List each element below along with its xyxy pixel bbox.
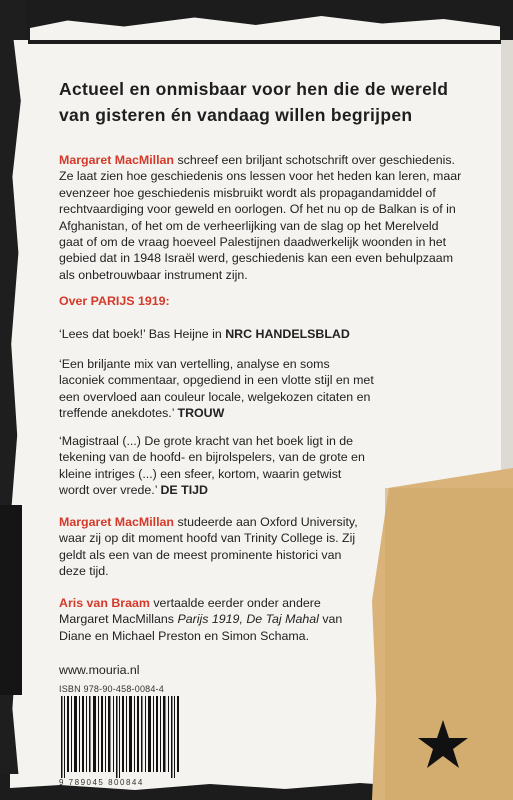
author-bio bbox=[59, 514, 369, 580]
quote-nrc bbox=[59, 326, 389, 342]
star-icon bbox=[416, 718, 470, 770]
intro-paragraph bbox=[59, 152, 465, 283]
isbn-label: ISBN 978-90-458-0084-4 bbox=[59, 684, 164, 694]
title-separator: , bbox=[239, 612, 247, 627]
author-name: Margaret MacMillan bbox=[59, 515, 174, 529]
over-heading: Over PARIJS 1919: bbox=[59, 294, 170, 308]
quote-source: NRC HANDELSBLAD bbox=[225, 327, 350, 341]
quote-source: DE TIJD bbox=[160, 483, 208, 498]
headline: Actueel en onmisbaar voor hen die de wereld van gisteren én vandaag willen begrijpen bbox=[59, 79, 449, 125]
translator-bio bbox=[59, 595, 369, 644]
quote-de-tijd bbox=[59, 433, 375, 499]
intro-author: Margaret MacMillan bbox=[59, 153, 174, 167]
intro-text: schreef een briljant schotschrift over geschiedenis. Ze laat zien hoe geschiedenis ons lessen voor het heden kan leren, maar evenzeer hoe geschiedenis misbruikt wordt als propagandamiddel of rechtvaardiging voor geweld en oorlogen. Of het nu op de Balkan is of in Afghanistan, of het om de verheerlijking van de slag op het Merelveld gaat of om de vraag hoeveel Palestijnen daadwerkelijk woonden in het gebied dat in 1948 Israël werd, geschiedenis kan een even behulpzaam als onbetrouwbaar instrument zijn. bbox=[59, 153, 462, 282]
quote-text: ‘Een briljante mix van vertelling, analyse en soms laconiek commentaar, opgediend in een vlotte stijl en met een overvloed aan couleur locale, welgekozen citaten en treffende anekdotes.’ bbox=[59, 357, 374, 421]
barcode-number: 9 789045 800844 bbox=[59, 778, 144, 787]
translator-text-after: van Diane en Michael Preston en Simon Schama. bbox=[59, 612, 343, 643]
barcode bbox=[59, 696, 183, 778]
quote-source: TROUW bbox=[177, 406, 225, 421]
translator-name: Aris van Braam bbox=[59, 596, 150, 610]
website-link[interactable]: www.mouria.nl bbox=[59, 663, 140, 677]
left-edge-marks bbox=[0, 505, 22, 695]
author-bio-text: studeerde aan Oxford University, waar zij op dit moment hoofd van Trinity College is. Zij geldt als een van de meest prominente historici van deze tijd. bbox=[59, 515, 358, 579]
quote-trouw bbox=[59, 356, 374, 422]
book-title-parijs: Parijs 1919 bbox=[177, 612, 240, 627]
translator-text-before: vertaalde eerder onder andere Margaret MacMillans bbox=[59, 596, 321, 627]
quote-text: ‘Lees dat boek!’ Bas Heijne in bbox=[59, 327, 226, 341]
book-title-taj-mahal: De Taj Mahal bbox=[246, 612, 319, 627]
quote-text: ‘Magistraal (...) De grote kracht van het boek ligt in de tekening van de hoofd- en bijrolspelers, van de grote en kleine intriges (...) een sfeer, kortom, waarin getwist wordt over vrede.’ bbox=[59, 434, 365, 498]
